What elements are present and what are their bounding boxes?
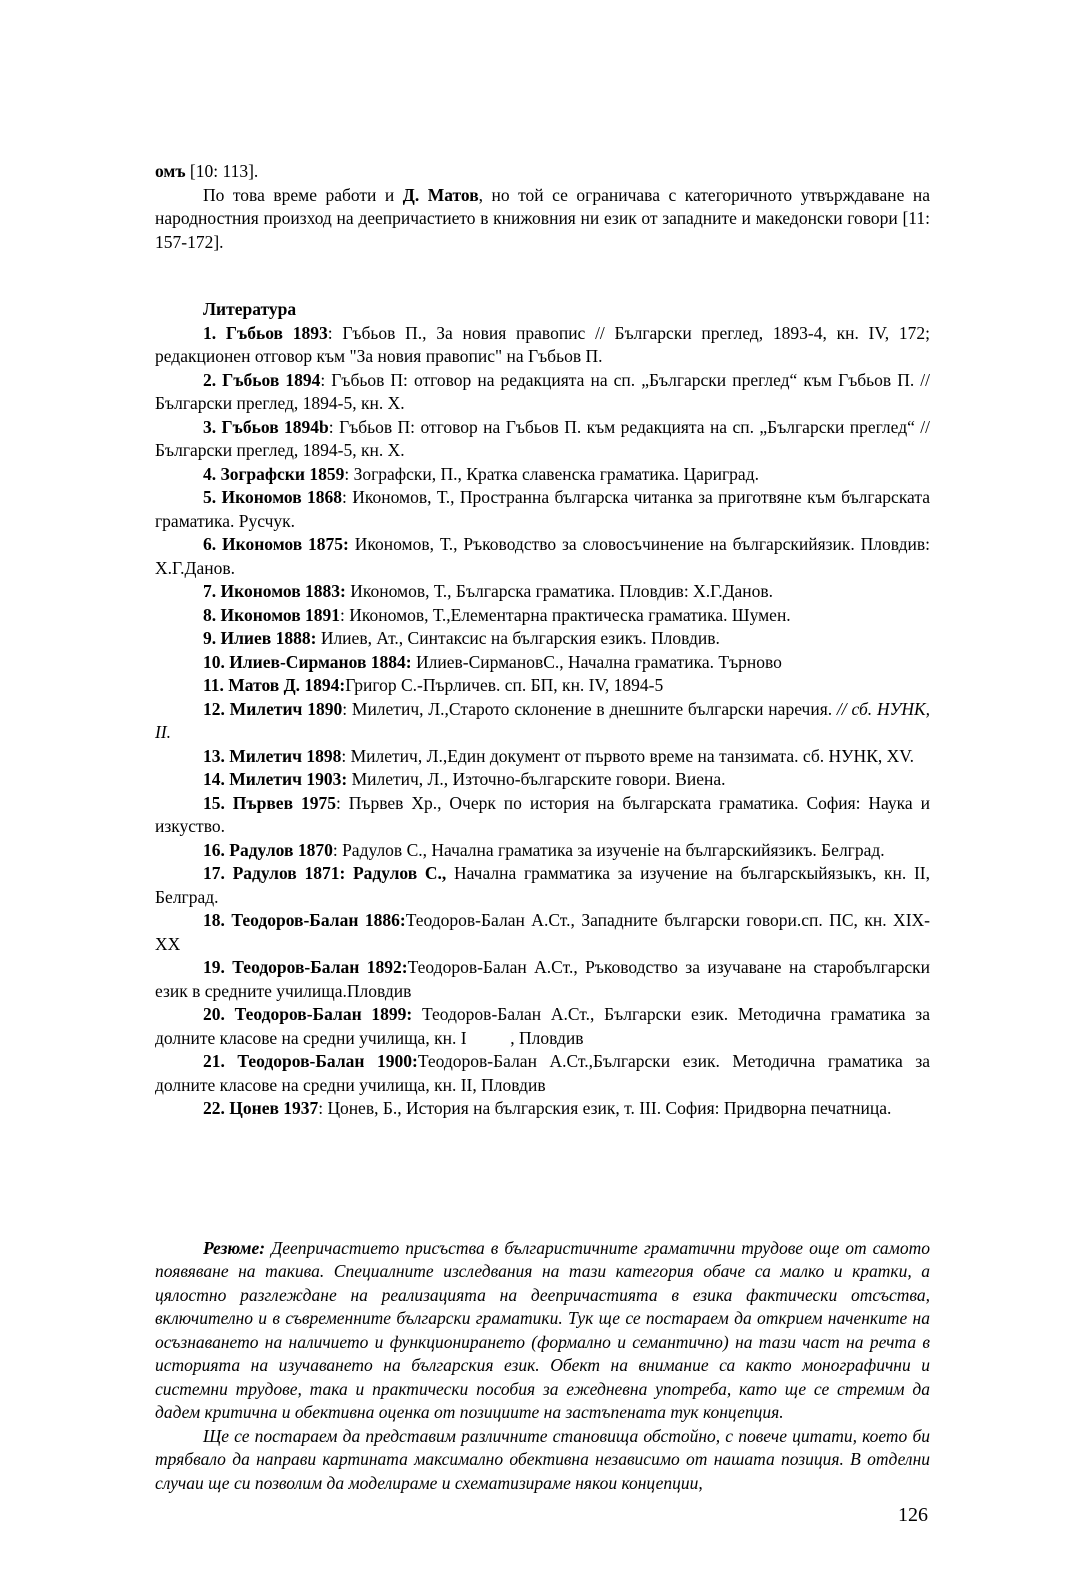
intro-paragraph bbox=[155, 184, 930, 255]
bib-entry-text: Илиев-СирмановС., Начална граматика. Търново bbox=[411, 651, 782, 672]
bib-entry-text: Милетич, Л., Източно-българските говори. Виена. bbox=[347, 769, 726, 789]
bib-entry-text: Теодоров-Балан А.Ст., Ръководство за изучаване на старобългарски език в средните училища.Пловдив bbox=[155, 957, 930, 1001]
bib-entry-text: : Радулов С., Начална граматика за изученіе на българскийязикъ. Белград. bbox=[332, 839, 885, 860]
bib-entry-label: 21. Теодоров-Балан 1900: bbox=[203, 1051, 418, 1071]
bib-entry-text: Теодоров-Балан А.Ст., Български език. Методична граматика за долните класове на средни училища, кн. I , Пловдив bbox=[155, 1004, 930, 1048]
bib-entry-17 bbox=[155, 862, 930, 909]
bib-entry-text: : Гъбьов П: отговор на редакцията на сп. „Български преглед“ към Гъбьов П. // Български преглед, 1894-5, кн. Х. bbox=[155, 369, 930, 413]
bib-entry-2 bbox=[155, 369, 930, 416]
bib-entry-italic: // сб. НУНК, II. bbox=[155, 698, 931, 742]
intro-text-before: По това време работи и bbox=[203, 184, 403, 205]
bib-entry-18 bbox=[155, 909, 930, 956]
bib-entry-label: 6. Икономов 1875: bbox=[203, 534, 349, 554]
bib-entry-label: 4. Зографски 1859 bbox=[203, 463, 345, 484]
summary-paragraph-1 bbox=[155, 1237, 930, 1425]
bib-entry-label: 22. Цонев 1937 bbox=[203, 1098, 319, 1118]
bib-entry-label: 3. Гъбьов 1894b bbox=[203, 416, 329, 437]
bib-entry-label: 14. Милетич 1903: bbox=[203, 769, 348, 789]
bib-entry-3 bbox=[155, 416, 930, 463]
bib-entry-text: Илиев, Ат., Синтаксис на българския езикъ. Пловдив. bbox=[316, 628, 720, 648]
bib-entry-6 bbox=[155, 533, 930, 580]
bib-entry-label: 17. Радулов 1871: Радулов С., bbox=[203, 863, 447, 883]
bib-entry-4 bbox=[155, 463, 930, 487]
bib-entry-5 bbox=[155, 486, 930, 533]
bib-entry-1 bbox=[155, 322, 930, 369]
intro-author-bold: Д. Матов bbox=[402, 184, 479, 205]
bib-entry-21 bbox=[155, 1050, 930, 1097]
bib-entry-19 bbox=[155, 956, 930, 1003]
continuation-rest: [10: 113]. bbox=[185, 161, 259, 181]
bib-entry-10 bbox=[155, 651, 930, 675]
bib-entry-label: 20. Теодоров-Балан 1899: bbox=[203, 1004, 413, 1024]
bib-entry-label: 9. Илиев 1888: bbox=[203, 628, 317, 648]
bib-entry-text: : Гъбьов П: отговор на Гъбьов П. към редакцията на сп. „Български преглед“ // Български преглед, 1894-5, кн. Х. bbox=[155, 416, 930, 460]
bib-entry-text: : Икономов, Т.,Елементарна практическа граматика. Шумен. bbox=[340, 604, 791, 625]
bib-entry-text: : Милетич, Л.,Един документ от първото време на танзимата. сб. НУНК, XV. bbox=[341, 745, 915, 766]
bib-entry-text: : Икономов, Т., Пространна българска читанка за приготвяне към българската граматика. Русчук. bbox=[155, 487, 931, 531]
bib-entry-label: 16. Радулов 1870 bbox=[203, 839, 333, 860]
bib-entry-label: 19. Теодоров-Балан 1892: bbox=[203, 957, 408, 977]
bib-entry-label: 8. Икономов 1891 bbox=[203, 604, 341, 625]
bib-entry-text: Икономов, Т., Българска граматика. Пловдив: Х.Г.Данов. bbox=[345, 581, 774, 601]
bib-entry-text: : Гъбьов П., За новия правопис // Български преглед, 1893-4, кн. IV, 172; редакционен отговор към "За новия правопис" на Гъбьов П. bbox=[155, 322, 930, 366]
bib-entry-label: 2. Гъбьов 1894 bbox=[203, 369, 321, 390]
bib-entry-13 bbox=[155, 745, 930, 769]
bib-entry-label: 13. Милетич 1898 bbox=[203, 745, 342, 766]
bib-entry-8 bbox=[155, 604, 930, 628]
bib-entry-15 bbox=[155, 792, 930, 839]
bib-entry-12 bbox=[155, 698, 930, 745]
continuation-line bbox=[155, 160, 930, 184]
bib-entry-label: 18. Теодоров-Балан 1886: bbox=[203, 910, 406, 930]
bib-entry-9 bbox=[155, 627, 930, 651]
bib-entry-label: 15. Първев 1975 bbox=[203, 792, 336, 813]
bib-entry-text: : Първев Хр., Очерк по история на българската граматика. София: Наука и изкуство. bbox=[155, 792, 930, 836]
bib-entry-label: 10. Илиев-Сирманов 1884: bbox=[203, 651, 412, 672]
bib-entry-7 bbox=[155, 580, 930, 604]
bib-entry-text: : Милетич, Л.,Старото склонение в днешните български наречия. bbox=[342, 698, 837, 719]
bib-entry-label: 5. Икономов 1868 bbox=[203, 487, 343, 507]
bib-entry-text: Теодоров-Балан А.Ст.,Български език. Методична граматика за долните класове на средни училища, кн. II, Пловдив bbox=[155, 1051, 931, 1095]
bib-entry-16 bbox=[155, 839, 930, 863]
bibliography-heading: Литература bbox=[203, 299, 297, 319]
bib-entry-11 bbox=[155, 674, 930, 698]
bib-entry-text: Григор С.-Пърличев. сп. БП, кн. IV, 1894-5 bbox=[345, 675, 664, 695]
bib-entry-22 bbox=[155, 1097, 930, 1121]
bib-entry-20 bbox=[155, 1003, 930, 1050]
summary-section bbox=[155, 1237, 930, 1496]
bib-entry-label: 7. Икономов 1883: bbox=[203, 581, 346, 601]
bib-entry-label: 1. Гъбьов 1893 bbox=[203, 322, 328, 343]
bib-entry-label: 11. Матов Д. 1894: bbox=[203, 675, 346, 695]
bib-entry-text: Теодоров-Балан А.Ст., Западните български говори.сп. ПС, кн. XIX-XX bbox=[155, 910, 930, 954]
summary-text-1: Деепричастието присъства в българистичните граматични трудове още от самото появяване на такива. Специалните изследвания на тази категория обаче са малко и кратки, а цялостно разглеждане на реализацията на деепричастията в езика фактически отсъства, включително и в съвременните български граматики. Тук ще се постараем да открием наченките на осъзнаването на наличието и функционирането (формално и семантично) на тази част на речта в историята на изучаването на българския език. Обект на внимание са както монографични и системни трудове, така и практически пособия за ежедневна употреба, като ще се стремим да дадем критична и обективна оценка от позициите на застъпената тук концепция. bbox=[155, 1237, 930, 1422]
continuation-bold: омъ bbox=[155, 161, 186, 181]
bib-entry-text: : Зографски, П., Кратка славенска граматика. Цариград. bbox=[344, 463, 759, 484]
summary-label: Резюме: bbox=[203, 1237, 266, 1258]
intro-text-after: , но той се ограничава с категоричното утвърждаване на народностния произход на деепричастието в книжовния ни език от западните и македонски говори [11: 157-172]. bbox=[155, 184, 930, 252]
bib-entry-text: Икономов, Т., Ръководство за словосъчинение на българскийязик. Пловдив: Х.Г.Данов. bbox=[155, 534, 930, 578]
page-number: 126 bbox=[898, 1503, 928, 1526]
summary-paragraph-2: Ще се постараем да представим различните становища обстойно, с повече цитати, което би трябвало да направи картината максимално обективна независимо от нашата позиция. В отделни случаи ще си позволим да моделираме и схематизираме някои концепции, bbox=[155, 1425, 930, 1493]
bib-entry-14 bbox=[155, 768, 930, 792]
bib-entry-text: Начална грамматика за изучение на българскыйязыкъ, кн. II, Белград. bbox=[155, 863, 930, 907]
bib-entry-text: : Цонев, Б., История на българския език, т. III. София: Придворна печатница. bbox=[318, 1098, 892, 1118]
bib-entry-label: 12. Милетич 1890 bbox=[203, 698, 343, 719]
